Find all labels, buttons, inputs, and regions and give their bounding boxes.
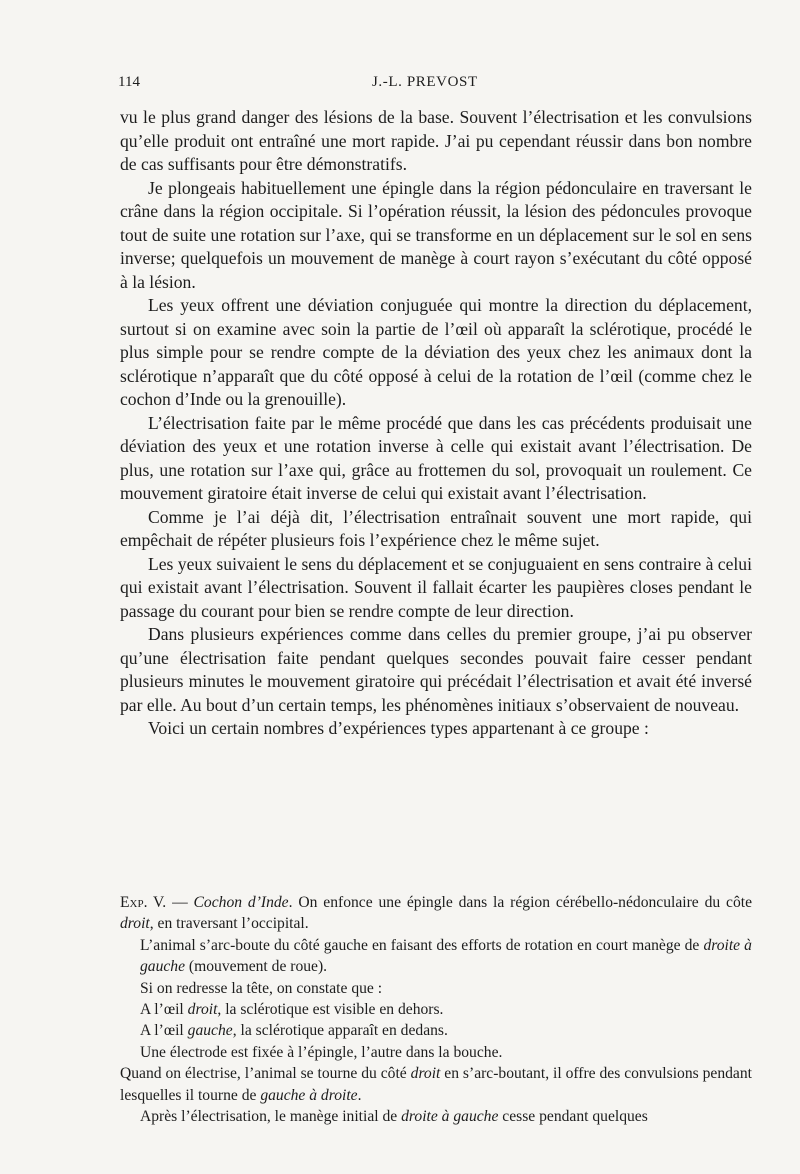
main-text [120, 106, 752, 741]
paragraph-1: vu le plus grand danger des lésions de la base. Souvent l’électrisation et les convulsions qu’elle produit ont entraîné une mort rapide. J’ai pu cependant réussir dans bon nombre de cas suffisants pour être démonstratifs. [120, 107, 752, 174]
experiment-note [120, 892, 752, 1127]
paragraph-3: Les yeux offrent une déviation conjuguée qui montre la direction du déplacement, surtout si on examine avec soin la partie de l’œil où apparaît la sclérotique, procédé le plus simple pour se rendre compte de la déviation des yeux chez les animaux dont la sclérotique n’apparaît que du côté opposé à celui de la rotation de l’œil (comme chez le cochon d’Inde ou la grenouille). [120, 295, 752, 409]
page-header [118, 74, 752, 96]
page-number: 114 [118, 74, 140, 90]
experiment-line-7: Quand on électrise, l’animal se tourne du côté droit en s’arc-boutant, il offre des convulsions pendant lesquelles il tourne de gauche à droite. [120, 1065, 752, 1104]
running-head: J.-L. PREVOST [372, 74, 478, 90]
experiment-label: Exp. V. [120, 894, 167, 911]
paragraph-2: Je plongeais habituellement une épingle dans la région pédonculaire en traversant le crâne dans la région occipitale. Si l’opération réussit, la lésion des pédoncules provoque tout de suite une rotation sur l’axe, qui se transforme en un déplacement sur le sol en sens inverse; quelquefois un mouvement de manège à court rayon s’exécutant du côté opposé à la lésion. [120, 177, 752, 292]
experiment-intro: Exp. V. — Cochon d’Inde. On enfonce une épingle dans la région cérébello-nédonculaire du côte droit, en traversant l’occipital. [120, 894, 752, 933]
experiment-animal: Cochon d’Inde [193, 894, 289, 911]
experiment-line-5: A l’œil gauche, la sclérotique apparaît en dedans. [140, 1022, 448, 1040]
experiment-line-8: Après l’électrisation, le manège initial de droite à gauche cesse pendant quelques [140, 1108, 648, 1126]
paragraph-7: Dans plusieurs expériences comme dans celles du premier groupe, j’ai pu observer qu’une électrisation faite pendant quelques secondes pouvait faire cesser pendant plusieurs minutes le mouvement giratoire qui précédait l’électrisation et avait été inversé par elle. Au bout d’un certain temps, les phénomènes initiaux s’observaient de nouveau. [120, 624, 752, 715]
experiment-line-6: Une électrode est fixée à l’épingle, l’autre dans la bouche. [140, 1043, 503, 1061]
paragraph-8: Voici un certain nombres d’expériences types appartenant à ce groupe : [148, 718, 649, 738]
paragraph-5: Comme je l’ai déjà dit, l’électrisation entraînait souvent une mort rapide, qui empêchait de répéter plusieurs fois l’expérience chez le même sujet. [120, 506, 752, 550]
experiment-line-3: Si on redresse la tête, on constate que : [140, 979, 383, 997]
experiment-line-2: L’animal s’arc-boute du côté gauche en faisant des efforts de rotation en court manège de droite à gauche (mouvement de roue). [140, 936, 752, 976]
paragraph-4: L’électrisation faite par le même procédé que dans les cas précédents produisait une déviation des yeux et une rotation inverse à celle qui existait avant l’électrisation. De plus, une rotation sur l’axe qui, grâce au frottemen du sol, provoquait un roulement. Ce mouvement giratoire était inverse de celui qui existait avant l’électrisation. [120, 412, 752, 503]
experiment-line-4: A l’œil droit, la sclérotique est visible en dehors. [140, 1001, 444, 1019]
paragraph-6: Les yeux suivaient le sens du déplacement et se conjuguaient en sens contraire à celui qui existait avant l’électrisation. Souvent il fallait écarter les paupières closes pendant le passage du courant pour bien se rendre compte de leur direction. [120, 553, 752, 621]
